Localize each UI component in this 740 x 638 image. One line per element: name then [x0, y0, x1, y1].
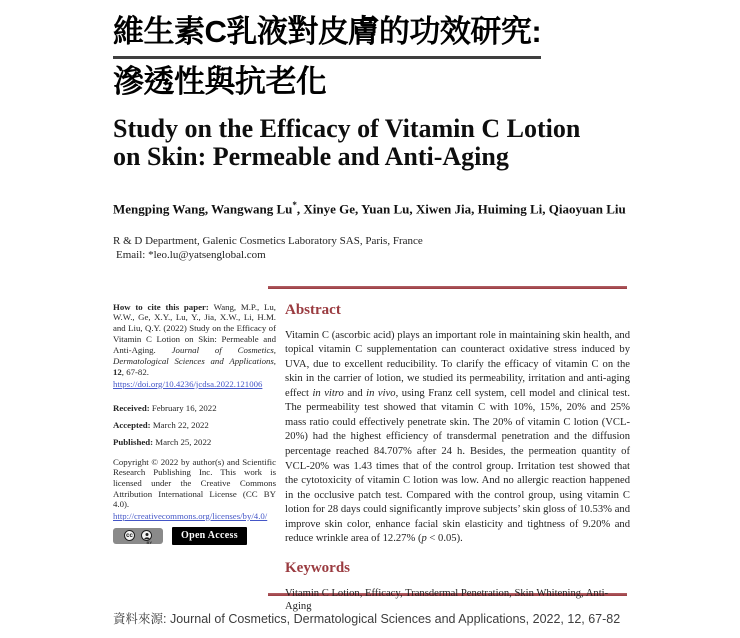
authors-line: Mengping Wang, Wangwang Lu*, Xinye Ge, Yuan Lu, Xiwen Jia, Huiming Li, Qiaoyuan Liu	[113, 200, 626, 217]
published-value: March 25, 2022	[155, 436, 212, 447]
two-column-block	[113, 301, 630, 613]
cc-license-link[interactable]: http://creativecommons.org/licenses/by/4.0/	[113, 510, 268, 521]
dates-block	[113, 403, 276, 448]
paper-info-sidebar	[113, 302, 276, 593]
doi-link[interactable]: https://doi.org/10.4236/jcdsa.2022.121006	[113, 378, 263, 389]
by-label: BY	[146, 539, 152, 545]
received-label: Received:	[113, 402, 150, 413]
keywords-heading: Keywords	[285, 559, 350, 576]
source-line: 資料來源: Journal of Cosmetics, Dermatological Sciences and Applications, 2022, 12, 67-82	[113, 611, 621, 626]
chinese-title	[113, 16, 627, 98]
top-divider-rule	[268, 286, 627, 289]
accepted-value: March 22, 2022	[152, 419, 209, 430]
copyright-text: Copyright © 2022 by author(s) and Scientific Research Publishing Inc. This work is licensed under the Creative Commons Attribution International License (CC BY 4.0).	[113, 456, 276, 510]
affiliation-line: R & D Department, Galenic Cosmetics Laboratory SAS, Paris, France	[113, 234, 423, 247]
accepted-label: Accepted:	[113, 419, 151, 430]
how-to-cite-text: How to cite this paper: Wang, M.P., Lu, W.W., Ge, X.Y., Lu, Y., Jia, X.W., Li, H.M. and Liu, Q.Y. (2022) Study on the Efficacy of Vitamin C Lotion on Skin: Permeable and Anti-Aging. Journal of Cosmetics, Dermatological Sciences and Applications, 12, 67-82.	[113, 301, 276, 378]
abstract-heading: Abstract	[285, 301, 341, 318]
received-value: February 16, 2022	[151, 402, 217, 413]
license-badges	[113, 527, 276, 545]
received-date-row	[113, 403, 276, 414]
abstract-text: Vitamin C (ascorbic acid) plays an important role in maintaining skin health, and topical vitamin C supplementation can counteract oxidative stress induced by UVA, due to excellent reducibility. To clarify the efficacy of vitamin C on the skin in the carrier of lotion, we studied its permeability, irritation and anti-aging effect in vitro and in vivo, using Franz cell system, cell model and clinical test. The permeability test showed that vitamin C with 10%, 15%, 20% and 25% mass ratio could effectively penetrate skin. The 20% of vitamin C lotion (VCL-20%) had the highest efficiency of transdermal penetration and the diffusion percentage reached 84.707% after 24 h. Besides, the permeation quantity of VCL-20% was 1.43 times that of the control group. Irritation test showed that the cytotoxicity of vitamin C lotion was low. And no allergic reaction happened in the occlusive patch test. Compared with the control group, using vitamin C lotion for 28 days could significantly improve subjects’ skin gloss of 10.53% and improve skin color, enhance facial skin elasticity and tightness of 9.20% and reduce wrinkle area of 12.27% (p < 0.05).	[285, 329, 630, 545]
english-title: Study on the Efficacy of Vitamin C Lotion on Skin: Permeable and Anti-Aging	[113, 114, 581, 172]
cc-icon: cc	[124, 530, 135, 541]
abstract-column	[285, 301, 630, 613]
chinese-title-line2: 滲透性與抗老化	[113, 63, 327, 99]
accepted-date-row	[113, 420, 276, 431]
published-label: Published:	[113, 436, 154, 447]
keywords-text: Vitamin C Lotion, Efficacy, Transdermal Penetration, Skin Whitening, Anti-Aging	[285, 587, 609, 613]
open-access-badge: Open Access	[172, 527, 247, 545]
published-date-row	[113, 437, 276, 448]
chinese-title-line1: 維生素C乳液對皮膚的功效研究:	[113, 16, 541, 59]
cc-by-badge[interactable]	[113, 528, 163, 544]
email-line: Email: *leo.lu@yatsenglobal.com	[116, 248, 266, 261]
